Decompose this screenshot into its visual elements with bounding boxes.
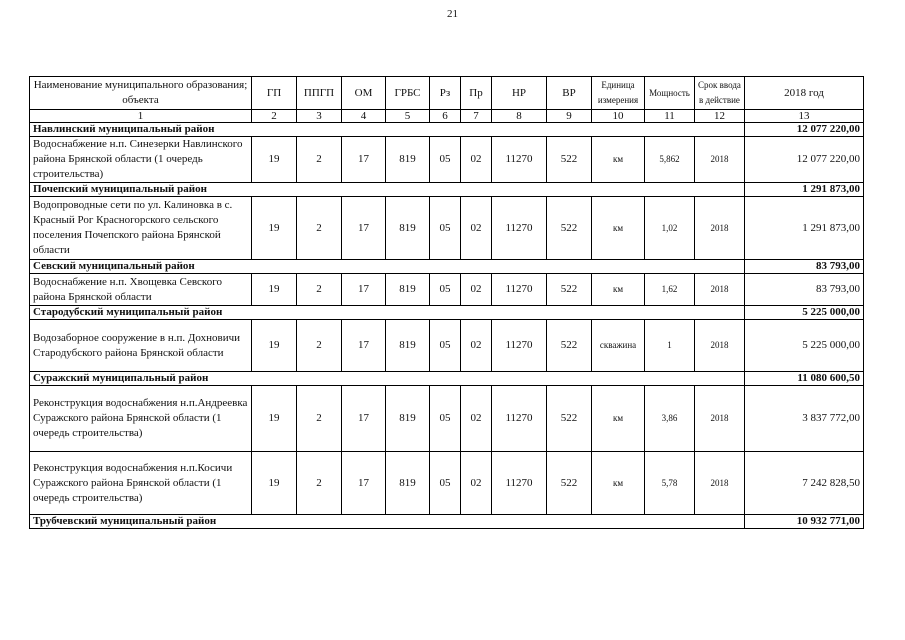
header-unit: Единица измерения [592,77,645,110]
header-year: 2018 год [745,77,864,110]
cell-rz: 05 [430,386,461,452]
header-ppgp: ППГП [297,77,342,110]
cell-capacity: 1 [645,320,695,372]
district-name: Навлинский муниципальный район [30,123,745,137]
cell-rz: 05 [430,452,461,515]
cell-unit: км [592,386,645,452]
district-name: Почепский муниципальный район [30,183,745,197]
district-total: 5 225 000,00 [745,306,864,320]
cell-term: 2018 [695,274,745,306]
district-row [30,123,864,137]
object-name: Водопроводные сети по ул. Калиновка в с. Красный Рог Красногорского сельского поселения Почепского района Брянской области [30,197,252,260]
header-term: Срок ввода в действие [695,77,745,110]
cell-vr: 522 [547,320,592,372]
column-number: 3 [297,110,342,123]
cell-rz: 05 [430,197,461,260]
column-number: 9 [547,110,592,123]
cell-vr: 522 [547,274,592,306]
column-number: 5 [386,110,430,123]
cell-amount: 5 225 000,00 [745,320,864,372]
district-name: Севский муниципальный район [30,260,745,274]
cell-amount: 83 793,00 [745,274,864,306]
cell-grbs: 819 [386,452,430,515]
object-row [30,386,864,452]
object-row [30,452,864,515]
header-om: ОМ [342,77,386,110]
cell-pr: 02 [461,274,492,306]
cell-rz: 05 [430,274,461,306]
cell-ppgp: 2 [297,452,342,515]
column-number: 10 [592,110,645,123]
cell-ppgp: 2 [297,320,342,372]
column-number: 8 [492,110,547,123]
cell-amount: 3 837 772,00 [745,386,864,452]
column-number: 1 [30,110,252,123]
cell-amount: 1 291 873,00 [745,197,864,260]
cell-om: 17 [342,386,386,452]
header-vr: ВР [547,77,592,110]
cell-nr: 11270 [492,386,547,452]
cell-unit: км [592,274,645,306]
cell-gp: 19 [252,452,297,515]
cell-om: 17 [342,274,386,306]
district-name: Трубчевский муниципальный район [30,515,745,529]
district-name: Суражский муниципальный район [30,372,745,386]
object-name: Реконструкция водоснабжения н.п.Косичи Суражского района Брянской области (1 очередь строительства) [30,452,252,515]
district-row [30,372,864,386]
header-nr: НР [492,77,547,110]
column-number: 6 [430,110,461,123]
cell-ppgp: 2 [297,386,342,452]
cell-pr: 02 [461,386,492,452]
cell-pr: 02 [461,137,492,183]
column-number: 4 [342,110,386,123]
cell-om: 17 [342,320,386,372]
object-row [30,197,864,260]
cell-unit: скважина [592,320,645,372]
district-row [30,515,864,529]
cell-gp: 19 [252,320,297,372]
column-number: 11 [645,110,695,123]
object-row [30,320,864,372]
object-name: Водоснабжение н.п. Хвощевка Севского района Брянской области [30,274,252,306]
header-grbs: ГРБС [386,77,430,110]
cell-amount: 12 077 220,00 [745,137,864,183]
column-number: 13 [745,110,864,123]
cell-pr: 02 [461,452,492,515]
cell-rz: 05 [430,137,461,183]
object-name: Водозаборное сооружение в н.п. Дохновичи Стародубского района Брянской области [30,320,252,372]
cell-nr: 11270 [492,137,547,183]
cell-nr: 11270 [492,452,547,515]
cell-nr: 11270 [492,320,547,372]
object-row [30,137,864,183]
cell-unit: км [592,137,645,183]
cell-vr: 522 [547,197,592,260]
header-rz: Рз [430,77,461,110]
cell-nr: 11270 [492,274,547,306]
object-name: Реконструкция водоснабжения н.п.Андреевка Суражского района Брянской области (1 очередь строительства) [30,386,252,452]
object-row [30,274,864,306]
cell-grbs: 819 [386,386,430,452]
cell-capacity: 5,862 [645,137,695,183]
header-row [30,77,864,110]
district-total: 1 291 873,00 [745,183,864,197]
cell-ppgp: 2 [297,137,342,183]
district-row [30,260,864,274]
cell-capacity: 1,02 [645,197,695,260]
cell-ppgp: 2 [297,274,342,306]
cell-unit: км [592,197,645,260]
district-total: 10 932 771,00 [745,515,864,529]
cell-om: 17 [342,452,386,515]
cell-om: 17 [342,137,386,183]
cell-pr: 02 [461,197,492,260]
cell-nr: 11270 [492,197,547,260]
budget-table [29,76,864,529]
cell-capacity: 1,62 [645,274,695,306]
header-capacity: Мощность [645,77,695,110]
cell-grbs: 819 [386,197,430,260]
page-number: 21 [447,8,458,20]
cell-term: 2018 [695,197,745,260]
cell-term: 2018 [695,320,745,372]
object-name: Водоснабжение н.п. Синезерки Навлинского района Брянской области (1 очередь строительства) [30,137,252,183]
cell-amount: 7 242 828,50 [745,452,864,515]
cell-vr: 522 [547,386,592,452]
cell-term: 2018 [695,452,745,515]
cell-gp: 19 [252,386,297,452]
district-row [30,183,864,197]
column-number: 12 [695,110,745,123]
cell-grbs: 819 [386,274,430,306]
district-total: 83 793,00 [745,260,864,274]
cell-rz: 05 [430,320,461,372]
cell-capacity: 3,86 [645,386,695,452]
header-pr: Пр [461,77,492,110]
cell-vr: 522 [547,452,592,515]
cell-pr: 02 [461,320,492,372]
cell-term: 2018 [695,137,745,183]
cell-gp: 19 [252,137,297,183]
header-gp: ГП [252,77,297,110]
column-number: 2 [252,110,297,123]
cell-ppgp: 2 [297,197,342,260]
cell-gp: 19 [252,274,297,306]
cell-om: 17 [342,197,386,260]
cell-gp: 19 [252,197,297,260]
cell-grbs: 819 [386,320,430,372]
cell-capacity: 5,78 [645,452,695,515]
district-total: 12 077 220,00 [745,123,864,137]
district-row [30,306,864,320]
district-total: 11 080 600,50 [745,372,864,386]
column-number: 7 [461,110,492,123]
header-name: Наименование муниципального образования; объекта [30,77,252,110]
column-number-row [30,110,864,123]
cell-grbs: 819 [386,137,430,183]
cell-term: 2018 [695,386,745,452]
district-name: Стародубский муниципальный район [30,306,745,320]
cell-unit: км [592,452,645,515]
cell-vr: 522 [547,137,592,183]
